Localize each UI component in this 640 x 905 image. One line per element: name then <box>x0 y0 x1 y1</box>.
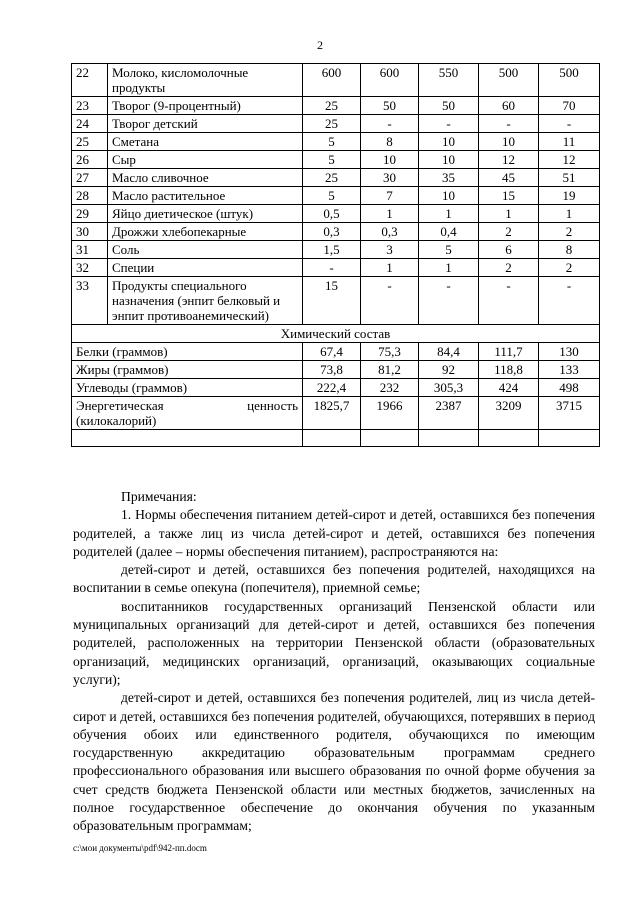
empty-cell <box>303 430 361 447</box>
norm-value: 15 <box>303 277 361 325</box>
norm-value: - <box>419 115 479 133</box>
energy-row <box>72 397 600 430</box>
note-paragraph: детей-сирот и детей, оставшихся без попечения родителей, находящихся на воспитании в семье опекуна (попечителя), приемной семье; <box>73 562 595 596</box>
table-row <box>72 115 600 133</box>
norm-value: 10 <box>419 187 479 205</box>
table-row <box>72 343 600 361</box>
nutrient-value: 133 <box>539 361 600 379</box>
norm-value: - <box>361 277 419 325</box>
energy-label-line1: Энергетическая ценность <box>76 398 298 413</box>
table-row <box>72 223 600 241</box>
nutrient-value: 232 <box>361 379 419 397</box>
norm-value: 1 <box>419 205 479 223</box>
norm-value: 0,5 <box>303 205 361 223</box>
norm-value: 19 <box>539 187 600 205</box>
norm-value: 10 <box>361 151 419 169</box>
chem-composition-header: Химический состав <box>72 325 600 343</box>
norm-value: 25 <box>303 169 361 187</box>
nutrient-value: 111,7 <box>479 343 539 361</box>
row-number: 22 <box>72 64 108 97</box>
energy-label-line2: (килокалорий) <box>76 413 157 428</box>
product-name: Яйцо диетическое (штук) <box>108 205 303 223</box>
norm-value: 5 <box>303 133 361 151</box>
norm-value: 35 <box>419 169 479 187</box>
note-paragraph: воспитанников государственных организаций Пензенской области или муниципальных организаций для детей-сирот и детей, оставшихся без попечения родителей, расположенных на территории Пензенской области (образовательных организаций, медицинских организаций, организаций, оказывающих социальные услуги); <box>73 598 595 687</box>
norm-value: 51 <box>539 169 600 187</box>
norm-value: 1 <box>539 205 600 223</box>
row-number: 23 <box>72 97 108 115</box>
nutrient-value: 118,8 <box>479 361 539 379</box>
page-number: 2 <box>317 38 323 52</box>
norm-value: 11 <box>539 133 600 151</box>
norm-value: 2 <box>539 259 600 277</box>
norm-value: 0,3 <box>361 223 419 241</box>
product-name: Соль <box>108 241 303 259</box>
norm-value: 70 <box>539 97 600 115</box>
norm-value: 50 <box>361 97 419 115</box>
product-name: Масло растительное <box>108 187 303 205</box>
food-norms-table <box>71 63 600 447</box>
norm-value: 0,4 <box>419 223 479 241</box>
norm-value: 5 <box>303 187 361 205</box>
norm-value: 1,5 <box>303 241 361 259</box>
norm-value: 7 <box>361 187 419 205</box>
nutrient-value: 67,4 <box>303 343 361 361</box>
norm-value: 12 <box>539 151 600 169</box>
row-number: 25 <box>72 133 108 151</box>
row-number: 28 <box>72 187 108 205</box>
product-name: Молоко, кисломолочные продукты <box>108 64 303 97</box>
table-row <box>72 277 600 325</box>
norm-value: - <box>479 277 539 325</box>
table-row <box>72 241 600 259</box>
notes-title: Примечания: <box>121 489 197 504</box>
norm-value: 500 <box>479 64 539 97</box>
norm-value: 5 <box>303 151 361 169</box>
energy-value: 3715 <box>539 397 600 430</box>
norm-value: 1 <box>479 205 539 223</box>
norm-value: 6 <box>479 241 539 259</box>
row-number: 29 <box>72 205 108 223</box>
energy-value: 1825,7 <box>303 397 361 430</box>
norm-value: 5 <box>419 241 479 259</box>
product-name: Творог детский <box>108 115 303 133</box>
product-name: Продукты специального назначения (энпит белковый и энпит противоанемический) <box>108 277 303 325</box>
note-paragraph: детей-сирот и детей, оставшихся без попечения родителей, лиц из числа детей-сирот и детей, оставшихся без попечения родителей, обучающихся, потерявших в период обучения обоих или единственного родителя, обучающихся по имеющим государственную аккредитацию образовательным программам среднего профессионального образования или высшего образования по очной форме обучения за счет средств бюджета Пензенской области или местных бюджетов, зачисленных на полное государственное обеспечение до окончания обучения по указанным образовательным программам; <box>73 690 595 834</box>
row-number: 26 <box>72 151 108 169</box>
table-row <box>72 64 600 97</box>
norm-value: 600 <box>361 64 419 97</box>
norm-value: 50 <box>419 97 479 115</box>
energy-label <box>72 397 303 430</box>
norm-value: 600 <box>303 64 361 97</box>
product-name: Творог (9-процентный) <box>108 97 303 115</box>
norm-value: 2 <box>479 223 539 241</box>
table-row <box>72 133 600 151</box>
nutrient-value: 305,3 <box>419 379 479 397</box>
nutrient-value: 81,2 <box>361 361 419 379</box>
section-header-row <box>72 325 600 343</box>
nutrient-value: 498 <box>539 379 600 397</box>
row-number: 30 <box>72 223 108 241</box>
note-paragraph: 1. Нормы обеспечения питанием детей-сирот и детей, оставшихся без попечения родителей, а также лиц из числа детей-сирот и детей, оставшихся без попечения родителей (далее – нормы обеспечения питанием), распространяются на: <box>73 507 595 559</box>
norm-value: 1 <box>361 259 419 277</box>
norm-value: 1 <box>419 259 479 277</box>
table-row <box>72 169 600 187</box>
norm-value: 45 <box>479 169 539 187</box>
empty-cell <box>479 430 539 447</box>
energy-value: 1966 <box>361 397 419 430</box>
norm-value: 30 <box>361 169 419 187</box>
norm-value: 550 <box>419 64 479 97</box>
norm-value: - <box>361 115 419 133</box>
norm-value: - <box>303 259 361 277</box>
norm-value: 8 <box>539 241 600 259</box>
product-name: Сметана <box>108 133 303 151</box>
norm-value: - <box>479 115 539 133</box>
row-number: 33 <box>72 277 108 325</box>
norm-value: 12 <box>479 151 539 169</box>
row-number: 27 <box>72 169 108 187</box>
nutrient-value: 92 <box>419 361 479 379</box>
nutrient-value: 424 <box>479 379 539 397</box>
norm-value: - <box>539 115 600 133</box>
table-row <box>72 361 600 379</box>
row-number: 32 <box>72 259 108 277</box>
product-name: Масло сливочное <box>108 169 303 187</box>
row-number: 24 <box>72 115 108 133</box>
notes-section <box>73 488 595 836</box>
empty-cell <box>361 430 419 447</box>
nutrient-name: Углеводы (граммов) <box>72 379 303 397</box>
table-row <box>72 205 600 223</box>
empty-row <box>72 430 600 447</box>
nutrient-value: 73,8 <box>303 361 361 379</box>
norm-value: 0,3 <box>303 223 361 241</box>
norm-value: 10 <box>419 133 479 151</box>
nutrient-value: 130 <box>539 343 600 361</box>
nutrient-name: Белки (граммов) <box>72 343 303 361</box>
norm-value: - <box>539 277 600 325</box>
norm-value: 8 <box>361 133 419 151</box>
nutrient-value: 75,3 <box>361 343 419 361</box>
nutrient-value: 222,4 <box>303 379 361 397</box>
norm-value: 500 <box>539 64 600 97</box>
table-row <box>72 151 600 169</box>
norm-value: 10 <box>419 151 479 169</box>
empty-cell <box>539 430 600 447</box>
energy-value: 3209 <box>479 397 539 430</box>
norm-value: 25 <box>303 97 361 115</box>
table-row <box>72 97 600 115</box>
row-number: 31 <box>72 241 108 259</box>
nutrient-name: Жиры (граммов) <box>72 361 303 379</box>
empty-cell <box>72 430 303 447</box>
table-row <box>72 259 600 277</box>
norm-value: 3 <box>361 241 419 259</box>
norm-value: 1 <box>361 205 419 223</box>
norm-value: 10 <box>479 133 539 151</box>
norm-value: - <box>419 277 479 325</box>
norm-value: 2 <box>479 259 539 277</box>
product-name: Сыр <box>108 151 303 169</box>
product-name: Дрожжи хлебопекарные <box>108 223 303 241</box>
norm-value: 15 <box>479 187 539 205</box>
norm-value: 25 <box>303 115 361 133</box>
table-row <box>72 379 600 397</box>
nutrient-value: 84,4 <box>419 343 479 361</box>
norm-value: 2 <box>539 223 600 241</box>
norm-value: 60 <box>479 97 539 115</box>
file-path-footer: c:\мои документы\pdf\942-пп.docm <box>73 843 207 853</box>
energy-value: 2387 <box>419 397 479 430</box>
empty-cell <box>419 430 479 447</box>
product-name: Специи <box>108 259 303 277</box>
table-row <box>72 187 600 205</box>
